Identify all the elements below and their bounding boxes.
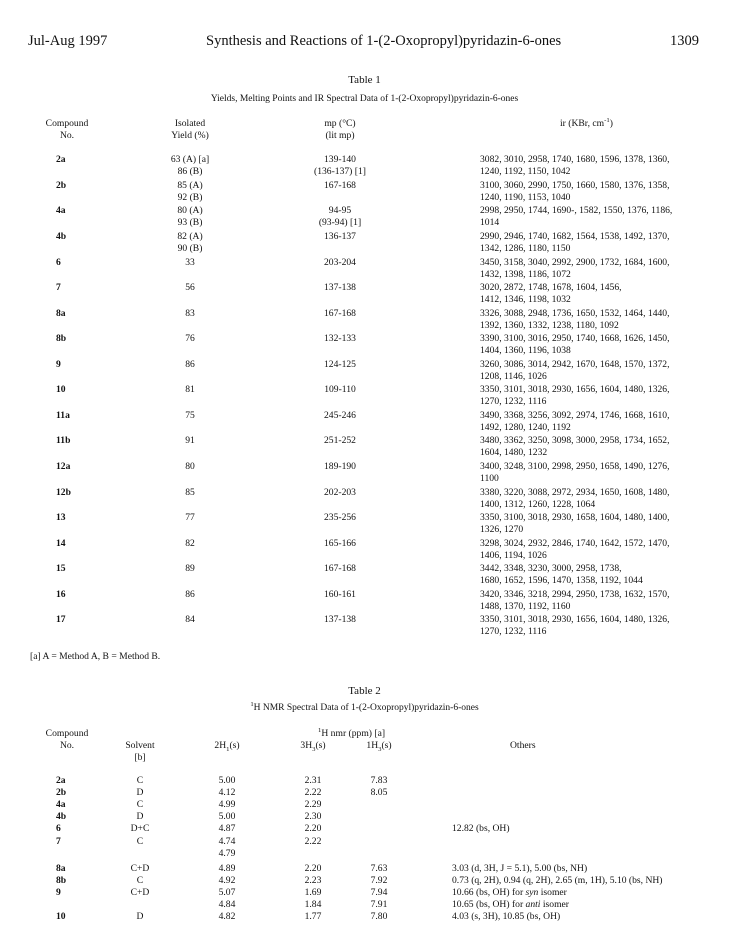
other-signals: 10.65 (bs, OH) for anti isomer bbox=[452, 899, 569, 910]
solvent: D bbox=[136, 911, 144, 922]
mp-line: 189-190 bbox=[324, 461, 356, 472]
yield-line: 76 bbox=[185, 333, 195, 344]
yield-line: 90 (B) bbox=[177, 243, 203, 255]
shift-2h1: 5.00 bbox=[218, 775, 236, 786]
table1-title: Yields, Melting Points and IR Spectral Data of 1-(2-Oxopropyl)pyridazin-6-ones bbox=[210, 94, 519, 104]
shift-1h3: 7.94 bbox=[370, 887, 388, 898]
ir-data bbox=[480, 384, 705, 408]
ir-line: 1326, 1270 bbox=[480, 524, 524, 536]
yield-line: 86 (B) bbox=[177, 166, 203, 178]
ir-data bbox=[480, 154, 705, 178]
shift-3h3: 1.84 bbox=[304, 899, 322, 910]
mp-line: (136-137) [1] bbox=[314, 166, 366, 178]
shift-3h3: 2.22 bbox=[304, 836, 322, 847]
ir-data bbox=[480, 308, 705, 332]
melting-point bbox=[300, 308, 380, 320]
isolated-yield bbox=[160, 359, 220, 371]
shift-2h1: 4.12 bbox=[218, 787, 236, 798]
table2-header-2h1: $2H_1(s)$ bbox=[214, 740, 240, 753]
shift-3h3: 2.23 bbox=[304, 875, 322, 886]
compound-number: 10 bbox=[56, 384, 66, 395]
mp-line: (93-94) [1] bbox=[318, 217, 362, 229]
ir-line: 3390, 3100, 3016, 2950, 1740, 1668, 1626, 1450, bbox=[480, 333, 670, 344]
ir-line: 1400, 1312, 1260, 1228, 1064 bbox=[480, 499, 596, 511]
compound-number: 10 bbox=[56, 911, 66, 922]
melting-point bbox=[300, 461, 380, 473]
isolated-yield bbox=[160, 512, 220, 524]
mp-line: 160-161 bbox=[324, 589, 356, 600]
isolated-yield bbox=[160, 487, 220, 499]
shift-2h1: 5.07 bbox=[218, 887, 236, 898]
compound-number: 4a bbox=[56, 205, 66, 216]
ir-line: 3326, 3088, 2948, 1736, 1650, 1532, 1464, 1440, bbox=[480, 308, 670, 319]
melting-point bbox=[300, 154, 380, 178]
isolated-yield bbox=[160, 154, 220, 178]
table2-header-solvent: Solvent [b] bbox=[125, 740, 155, 764]
compound-number: 9 bbox=[56, 359, 61, 370]
mp-line: 124-125 bbox=[324, 359, 356, 370]
ir-line: 1488, 1370, 1192, 1160 bbox=[480, 601, 571, 613]
ir-line: 1432, 1398, 1186, 1072 bbox=[480, 269, 571, 281]
yield-line: 85 bbox=[185, 487, 195, 498]
solvent: C+D bbox=[130, 887, 150, 898]
melting-point bbox=[300, 384, 380, 396]
shift-2h1: 4.84 bbox=[218, 899, 236, 910]
ir-data bbox=[480, 461, 705, 485]
solvent: D bbox=[136, 787, 144, 798]
table1-header-compound: Compound No. bbox=[45, 118, 89, 142]
table2-header-1h3: $1H_3(s)$ bbox=[366, 740, 392, 753]
compound-number: 12a bbox=[56, 461, 71, 472]
isolated-yield bbox=[160, 410, 220, 422]
ir-data bbox=[480, 282, 705, 306]
shift-1h3: 7.92 bbox=[370, 875, 388, 886]
ir-line: 2998, 2950, 1744, 1690-, 1582, 1550, 1376, 1186, bbox=[480, 205, 673, 216]
melting-point bbox=[300, 435, 380, 447]
ir-line: 1680, 1652, 1596, 1470, 1358, 1192, 1044 bbox=[480, 575, 643, 587]
shift-1h3: 7.63 bbox=[370, 863, 388, 874]
ir-line: 3298, 3024, 2932, 2846, 1740, 1642, 1572, 1470, bbox=[480, 538, 670, 549]
compound-number: 8b bbox=[56, 875, 67, 886]
ir-data bbox=[480, 589, 705, 613]
ir-data bbox=[480, 538, 705, 562]
yield-line: 82 bbox=[185, 538, 195, 549]
ir-data bbox=[480, 512, 705, 536]
ir-line: 1404, 1360, 1196, 1038 bbox=[480, 345, 571, 357]
yield-line: 86 bbox=[185, 359, 195, 370]
yield-line: 84 bbox=[185, 614, 195, 625]
compound-number: 17 bbox=[56, 614, 66, 625]
melting-point bbox=[300, 487, 380, 499]
solvent: C bbox=[136, 836, 144, 847]
compound-number: 6 bbox=[56, 257, 61, 268]
table1-caption: Table 1 bbox=[348, 74, 381, 86]
compound-number: 8a bbox=[56, 308, 66, 319]
shift-2h1: 4.79 bbox=[218, 848, 236, 859]
other-signals: 0.73 (q, 2H), 0.94 (q, 2H), 2.65 (m, 1H), 5.10 (bs, NH) bbox=[452, 875, 663, 886]
compound-number: 9 bbox=[56, 887, 61, 898]
ir-line: 1342, 1286, 1180, 1150 bbox=[480, 243, 571, 255]
shift-3h3: 2.20 bbox=[304, 823, 322, 834]
ir-line: 1014 bbox=[480, 217, 500, 229]
ir-data bbox=[480, 487, 705, 511]
ir-line: 1240, 1190, 1153, 1040 bbox=[480, 192, 571, 204]
isolated-yield bbox=[160, 231, 220, 255]
ir-data bbox=[480, 435, 705, 459]
melting-point bbox=[300, 589, 380, 601]
ir-line: 3490, 3368, 3256, 3092, 2974, 1746, 1668, 1610, bbox=[480, 410, 670, 421]
ir-line: 1208, 1146, 1026 bbox=[480, 371, 547, 383]
melting-point bbox=[300, 614, 380, 626]
yield-line: 56 bbox=[185, 282, 195, 293]
compound-number: 7 bbox=[56, 836, 61, 847]
compound-number: 13 bbox=[56, 512, 66, 523]
ir-data bbox=[480, 333, 705, 357]
ir-line: 1392, 1360, 1332, 1238, 1180, 1092 bbox=[480, 320, 619, 332]
table2-title: $^1$H NMR Spectral Data of 1-(2-Oxopropyl)pyridazin-6-ones bbox=[250, 700, 479, 713]
compound-number: 7 bbox=[56, 282, 61, 293]
solvent: D bbox=[136, 811, 144, 822]
mp-line: 202-203 bbox=[324, 487, 356, 498]
isolated-yield bbox=[160, 563, 220, 575]
shift-3h3: 2.20 bbox=[304, 863, 322, 874]
isolated-yield bbox=[160, 180, 220, 204]
ir-data bbox=[480, 563, 705, 587]
mp-line: 139-140 bbox=[324, 154, 356, 165]
shift-3h3: 1.69 bbox=[304, 887, 322, 898]
melting-point bbox=[300, 563, 380, 575]
journal-date: Jul-Aug 1997 bbox=[28, 33, 108, 49]
mp-line: 167-168 bbox=[324, 308, 356, 319]
solvent: C bbox=[136, 875, 144, 886]
ir-line: 3480, 3362, 3250, 3098, 3000, 2958, 1734, 1652, bbox=[480, 435, 670, 446]
solvent: C bbox=[136, 799, 144, 810]
ir-line: 3350, 3100, 3018, 2930, 1658, 1604, 1480, 1400, bbox=[480, 512, 670, 523]
mp-line: 165-166 bbox=[324, 538, 356, 549]
table2-caption: Table 2 bbox=[348, 685, 381, 697]
yield-line: 83 bbox=[185, 308, 195, 319]
ir-line: 1240, 1192, 1150, 1042 bbox=[480, 166, 571, 178]
melting-point bbox=[300, 333, 380, 345]
ir-line: 3350, 3101, 3018, 2930, 1656, 1604, 1480, 1326, bbox=[480, 384, 670, 395]
shift-1h3: 7.91 bbox=[370, 899, 388, 910]
yield-line: 80 (A) bbox=[177, 205, 203, 216]
compound-number: 11a bbox=[56, 410, 70, 421]
melting-point bbox=[300, 282, 380, 294]
shift-2h1: 4.87 bbox=[218, 823, 236, 834]
table1-footnote: [a] A = Method A, B = Method B. bbox=[30, 651, 161, 662]
yield-line: 82 (A) bbox=[177, 231, 203, 242]
melting-point bbox=[300, 257, 380, 269]
other-signals: 12.82 (bs, OH) bbox=[452, 823, 510, 834]
table1-header-ir: ir (KBr, $cm^{-1}$) bbox=[560, 116, 613, 129]
yield-line: 81 bbox=[185, 384, 195, 395]
shift-3h3: 2.22 bbox=[304, 787, 322, 798]
yield-line: 89 bbox=[185, 563, 195, 574]
isolated-yield bbox=[160, 435, 220, 447]
ir-line: 1604, 1480, 1232 bbox=[480, 447, 548, 459]
mp-line: 167-168 bbox=[324, 563, 356, 574]
melting-point bbox=[300, 205, 380, 229]
isolated-yield bbox=[160, 205, 220, 229]
other-signals: 4.03 (s, 3H), 10.85 (bs, OH) bbox=[452, 911, 561, 922]
compound-number: 2a bbox=[56, 775, 66, 786]
yield-line: 86 bbox=[185, 589, 195, 600]
table1-header-mp: mp (°C) (lit mp) bbox=[324, 118, 356, 142]
ir-line: 1270, 1232, 1116 bbox=[480, 396, 547, 408]
mp-line: 137-138 bbox=[324, 282, 356, 293]
ir-line: 3420, 3346, 3218, 2994, 2950, 1738, 1632, 1570, bbox=[480, 589, 670, 600]
ir-data bbox=[480, 410, 705, 434]
mp-line: 136-137 bbox=[324, 231, 356, 242]
ir-line: 3442, 3348, 3230, 3000, 2958, 1738, bbox=[480, 563, 622, 574]
table2-header-others: Others bbox=[510, 740, 536, 751]
ir-data bbox=[480, 180, 705, 204]
compound-number: 12b bbox=[56, 487, 71, 498]
mp-line: 94-95 bbox=[328, 205, 352, 216]
solvent: D+C bbox=[130, 823, 150, 834]
ir-line: 3082, 3010, 2958, 1740, 1680, 1596, 1378, 1360, bbox=[480, 154, 670, 165]
ir-line: 3450, 3158, 3040, 2992, 2900, 1732, 1684, 1600, bbox=[480, 257, 670, 268]
shift-2h1: 4.89 bbox=[218, 863, 236, 874]
ir-line: 3380, 3220, 3088, 2972, 2934, 1650, 1608, 1480, bbox=[480, 487, 670, 498]
mp-line: 109-110 bbox=[324, 384, 356, 395]
compound-number: 14 bbox=[56, 538, 66, 549]
melting-point bbox=[300, 512, 380, 524]
running-title: Synthesis and Reactions of 1-(2-Oxopropyl)pyridazin-6-ones bbox=[206, 33, 562, 49]
compound-number: 4a bbox=[56, 799, 66, 810]
shift-3h3: 2.29 bbox=[304, 799, 322, 810]
table2-header-group: $^1$H nmr (ppm) [a] bbox=[318, 726, 386, 739]
ir-data bbox=[480, 614, 705, 638]
mp-line: 167-168 bbox=[324, 180, 356, 191]
isolated-yield bbox=[160, 257, 220, 269]
shift-2h1: 5.00 bbox=[218, 811, 236, 822]
yield-line: 80 bbox=[185, 461, 195, 472]
shift-1h3: 7.83 bbox=[370, 775, 388, 786]
ir-line: 3260, 3086, 3014, 2942, 1670, 1648, 1570, 1372, bbox=[480, 359, 670, 370]
shift-2h1: 4.92 bbox=[218, 875, 236, 886]
table2-header-compound: Compound No. bbox=[45, 728, 89, 752]
yield-line: 75 bbox=[185, 410, 195, 421]
compound-number: 2b bbox=[56, 180, 67, 191]
ir-line: 1412, 1346, 1198, 1032 bbox=[480, 294, 571, 306]
yield-line: 77 bbox=[185, 512, 195, 523]
shift-1h3: 7.80 bbox=[370, 911, 388, 922]
yield-line: 33 bbox=[185, 257, 195, 268]
mp-line: 251-252 bbox=[324, 435, 356, 446]
shift-3h3: 1.77 bbox=[304, 911, 322, 922]
other-signals: 3.03 (d, 3H, J = 5.1), 5.00 (bs, NH) bbox=[452, 863, 588, 874]
ir-line: 3100, 3060, 2990, 1750, 1660, 1580, 1376, 1358, bbox=[480, 180, 670, 191]
yield-line: 63 (A) [a] bbox=[170, 154, 210, 165]
ir-line: 1492, 1280, 1240, 1192 bbox=[480, 422, 571, 434]
yield-line: 85 (A) bbox=[177, 180, 203, 191]
ir-data bbox=[480, 231, 705, 255]
isolated-yield bbox=[160, 538, 220, 550]
ir-line: 3350, 3101, 3018, 2930, 1656, 1604, 1480, 1326, bbox=[480, 614, 670, 625]
solvent: C bbox=[136, 775, 144, 786]
isolated-yield bbox=[160, 384, 220, 396]
other-signals: 10.66 (bs, OH) for syn isomer bbox=[452, 887, 567, 898]
isolated-yield bbox=[160, 333, 220, 345]
ir-line: 1270, 1232, 1116 bbox=[480, 626, 547, 638]
melting-point bbox=[300, 538, 380, 550]
isolated-yield bbox=[160, 614, 220, 626]
compound-number: 4b bbox=[56, 811, 67, 822]
mp-line: 235-256 bbox=[324, 512, 356, 523]
isolated-yield bbox=[160, 282, 220, 294]
solvent: C+D bbox=[130, 863, 150, 874]
compound-number: 16 bbox=[56, 589, 66, 600]
ir-line: 2990, 2946, 1740, 1682, 1564, 1538, 1492, 1370, bbox=[480, 231, 670, 242]
mp-line: 203-204 bbox=[324, 257, 356, 268]
ir-data bbox=[480, 205, 705, 229]
melting-point bbox=[300, 359, 380, 371]
ir-line: 3020, 2872, 1748, 1678, 1604, 1456, bbox=[480, 282, 622, 293]
yield-line: 93 (B) bbox=[177, 217, 203, 229]
compound-number: 15 bbox=[56, 563, 66, 574]
yield-line: 91 bbox=[185, 435, 195, 446]
isolated-yield bbox=[160, 308, 220, 320]
melting-point bbox=[300, 410, 380, 422]
yield-line: 92 (B) bbox=[177, 192, 203, 204]
ir-line: 3400, 3248, 3100, 2998, 2950, 1658, 1490, 1276, bbox=[480, 461, 670, 472]
melting-point bbox=[300, 231, 380, 243]
shift-2h1: 4.82 bbox=[218, 911, 236, 922]
compound-number: 2a bbox=[56, 154, 66, 165]
shift-2h1: 4.99 bbox=[218, 799, 236, 810]
compound-number: 8b bbox=[56, 333, 67, 344]
ir-data bbox=[480, 359, 705, 383]
isolated-yield bbox=[160, 589, 220, 601]
shift-3h3: 2.30 bbox=[304, 811, 322, 822]
ir-data bbox=[480, 257, 705, 281]
compound-number: 6 bbox=[56, 823, 61, 834]
compound-number: 2b bbox=[56, 787, 67, 798]
compound-number: 4b bbox=[56, 231, 67, 242]
shift-3h3: 2.31 bbox=[304, 775, 322, 786]
ir-line: 1100 bbox=[480, 473, 499, 485]
shift-1h3: 8.05 bbox=[370, 787, 388, 798]
mp-line: 245-246 bbox=[324, 410, 356, 421]
table1-header-yield: Isolated Yield (%) bbox=[171, 118, 209, 142]
mp-line: 132-133 bbox=[324, 333, 356, 344]
table2-header-3h3: $3H_3(s)$ bbox=[300, 740, 326, 753]
page-number: 1309 bbox=[670, 33, 699, 49]
mp-line: 137-138 bbox=[324, 614, 356, 625]
compound-number: 11b bbox=[56, 435, 71, 446]
compound-number: 8a bbox=[56, 863, 66, 874]
ir-line: 1406, 1194, 1026 bbox=[480, 550, 547, 562]
isolated-yield bbox=[160, 461, 220, 473]
shift-2h1: 4.74 bbox=[218, 836, 236, 847]
melting-point bbox=[300, 180, 380, 192]
